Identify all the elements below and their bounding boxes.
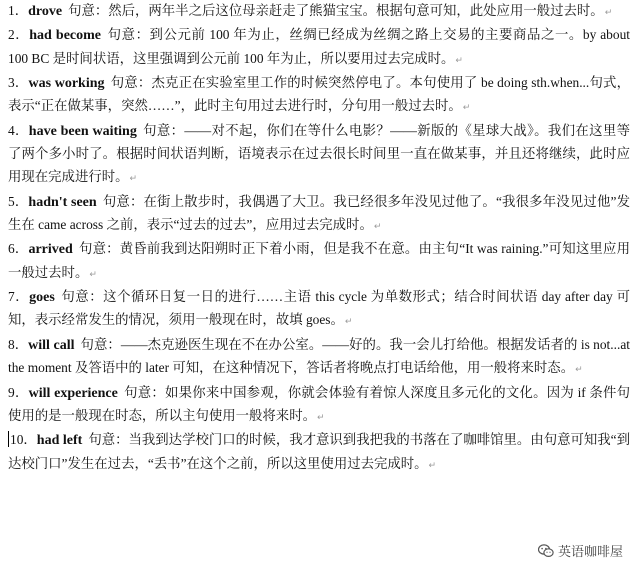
item-number: 6． [8,241,29,257]
answer-word: arrived [28,242,73,258]
item-number: 2． [8,27,30,43]
item-number: 10． [10,432,37,448]
paragraph-mark: ↵ [89,269,97,280]
item-number: 8． [8,336,29,352]
answer-word: goes [29,290,55,306]
answer-item [8,0,630,24]
answer-word: drove [28,4,63,19]
answer-item [8,238,630,286]
explanation-text: 句意：杰克正在实验室里工作的时候突然停电了。本句使用了 be doing sth.when...句式，表示“正在做某事，突然……”，此时主句用过去进行时，分句用一般过去时。 [8,75,630,114]
answer-item [8,72,630,120]
paragraph-mark: ↵ [575,365,583,376]
watermark [535,540,626,561]
answer-word: had left [36,433,83,449]
explanation-text: 句意：在街上散步时，我偶遇了大卫。我已经很多年没见过他了。“我很多年没见过他”发生在 came across 之前，表示“过去的过去”，应用过去完成时。 [8,193,630,233]
explanation-text: 句意：——对不起，你们在等什么电影？——新版的《星球大战》。我们在这里等了两个多小时了。根据时间状语判断，语境表示在过去很长时间里一直在做某事，并且还将继续，此时应用现在完成进行时。 [8,122,630,185]
watermark-text: 英语咖啡屋 [557,545,623,560]
item-number: 5． [8,193,29,209]
answer-item [8,334,630,382]
answer-item [8,382,630,430]
text-cursor [8,431,9,447]
answer-item [8,120,630,191]
answer-item [8,429,630,477]
item-number: 1． [8,3,29,18]
explanation-text: 句意：这个循环日复一日的进行……主语 this cycle 为单数形式；结合时间状语 day after day 可知，表示经常发生的情况，须用一般现在时，故填 goes。 [8,289,631,328]
paragraph-mark: ↵ [344,317,353,328]
answer-item [8,24,630,72]
paragraph-mark: ↵ [462,103,471,114]
item-number: 4． [8,122,29,138]
paragraph-mark: ↵ [455,55,463,66]
document-body [8,0,630,477]
item-number: 3． [8,75,29,91]
answer-word: will call [28,337,75,353]
paragraph-mark: ↵ [129,174,138,185]
answer-word: hadn't seen [28,194,97,210]
explanation-text: 句意：如果你来中国参观，你就会体验有着惊人深度且多元化的文化。因为 if 条件句使用的是一般现在时态，所以主句使用一般将来时。 [8,384,631,423]
paragraph-mark: ↵ [428,460,437,471]
answer-word: had become [29,28,102,44]
explanation-text: 句意：然后，两年半之后这位母亲赶走了熊猫宝宝。根据句意可知，此处应用一般过去时。 [68,3,604,18]
paragraph-mark: ↵ [316,412,325,423]
answer-word: was working [28,76,105,92]
answer-word: have been waiting [28,123,137,139]
paragraph-mark: ↵ [373,222,382,233]
answer-item [8,286,630,334]
explanation-text: 句意：黄昏前我到达阳朔时正下着小雨，但是我不在意。由主句“It was raining.”可知这里应用一般过去时。 [8,241,630,280]
explanation-text: 句意：到公元前 100 年为止，丝绸已经成为丝绸之路上交易的主要商品之一。by about 100 BC 是时间状语，这里强调到公元前 100 年为止，所以要用过去完成时。 [8,27,630,66]
answer-item [8,191,630,239]
item-number: 7． [8,289,30,305]
wechat-icon [538,544,554,558]
item-number: 9． [8,384,29,400]
paragraph-mark: ↵ [604,8,613,18]
explanation-text: 句意：——杰克逊医生现在不在办公室。——好的。我一会儿打给他。根据发话者的 is not...at the moment 及答语中的 later 可知，在这种情况下，答话者将晚点打电话给他，用一般将来时态。 [8,336,630,376]
answer-word: will experience [28,385,118,401]
explanation-text: 句意：当我到达学校门口的时候，我才意识到我把我的书落在了咖啡馆里。由句意可知我“到达校门口”发生在过去，“丢书”在这个之前，所以这里使用过去完成时。 [8,432,631,471]
